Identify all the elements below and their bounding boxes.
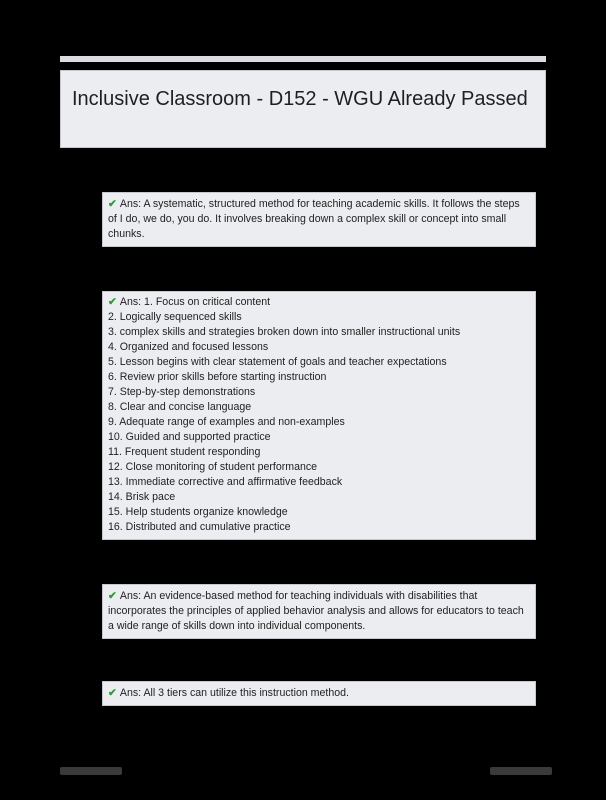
list-item bbox=[108, 295, 531, 310]
answer-text bbox=[108, 198, 520, 240]
footer-page-indicator bbox=[490, 767, 552, 775]
list-item: 6. Review prior skills before starting instruction bbox=[108, 371, 327, 383]
top-divider bbox=[60, 56, 546, 62]
answer-body: All 3 tiers can utilize this instruction method. bbox=[143, 687, 349, 699]
answer-prefix: Ans: bbox=[119, 590, 142, 602]
answer-box bbox=[102, 584, 536, 639]
answer-text bbox=[108, 687, 349, 699]
document-title: Inclusive Classroom - D152 - WGU Already Passed bbox=[72, 88, 528, 110]
list-item: 5. Lesson begins with clear statement of goals and teacher expectations bbox=[108, 356, 447, 368]
answer-prefix: Ans: bbox=[119, 198, 142, 210]
check-icon: ✔ bbox=[108, 590, 117, 602]
list-item: 4. Organized and focused lessons bbox=[108, 341, 269, 353]
footer-watermark-left bbox=[60, 767, 122, 775]
check-icon: ✔ bbox=[108, 198, 117, 210]
list-item-text: 1. Focus on critical content bbox=[144, 296, 271, 308]
answer-body: An evidence-based method for teaching individuals with disabilities that incorporates the principles of applied behavior analysis and allows for educators to teach a wide range of skills down into individual components. bbox=[108, 590, 524, 632]
answer-box bbox=[102, 681, 536, 706]
list-item: 14. Brisk pace bbox=[108, 491, 176, 503]
list-item: 9. Adequate range of examples and non-examples bbox=[108, 416, 345, 428]
answer-prefix: Ans: bbox=[119, 687, 142, 699]
answer-box bbox=[102, 192, 536, 247]
answer-text bbox=[108, 590, 524, 632]
list-item: 8. Clear and concise language bbox=[108, 401, 252, 413]
list-item: 11. Frequent student responding bbox=[108, 446, 261, 458]
list-item: 15. Help students organize knowledge bbox=[108, 506, 288, 518]
answer-prefix: Ans: bbox=[119, 296, 142, 308]
list-item: 2. Logically sequenced skills bbox=[108, 311, 242, 323]
list-item: 7. Step-by-step demonstrations bbox=[108, 386, 256, 398]
answer-box-list bbox=[102, 291, 536, 540]
list-item: 13. Immediate corrective and affirmative feedback bbox=[108, 476, 343, 488]
list-item: 16. Distributed and cumulative practice bbox=[108, 521, 291, 533]
document-title-box bbox=[60, 70, 546, 148]
check-icon: ✔ bbox=[108, 296, 117, 308]
answer-body: A systematic, structured method for teaching academic skills. It follows the steps of I do, we do, you do. It involves breaking down a complex skill or concept into small chunks. bbox=[108, 198, 520, 240]
list-item: 10. Guided and supported practice bbox=[108, 431, 271, 443]
check-icon: ✔ bbox=[108, 687, 117, 699]
list-item: 3. complex skills and strategies broken down into smaller instructional units bbox=[108, 326, 461, 338]
list-item: 12. Close monitoring of student performance bbox=[108, 461, 318, 473]
